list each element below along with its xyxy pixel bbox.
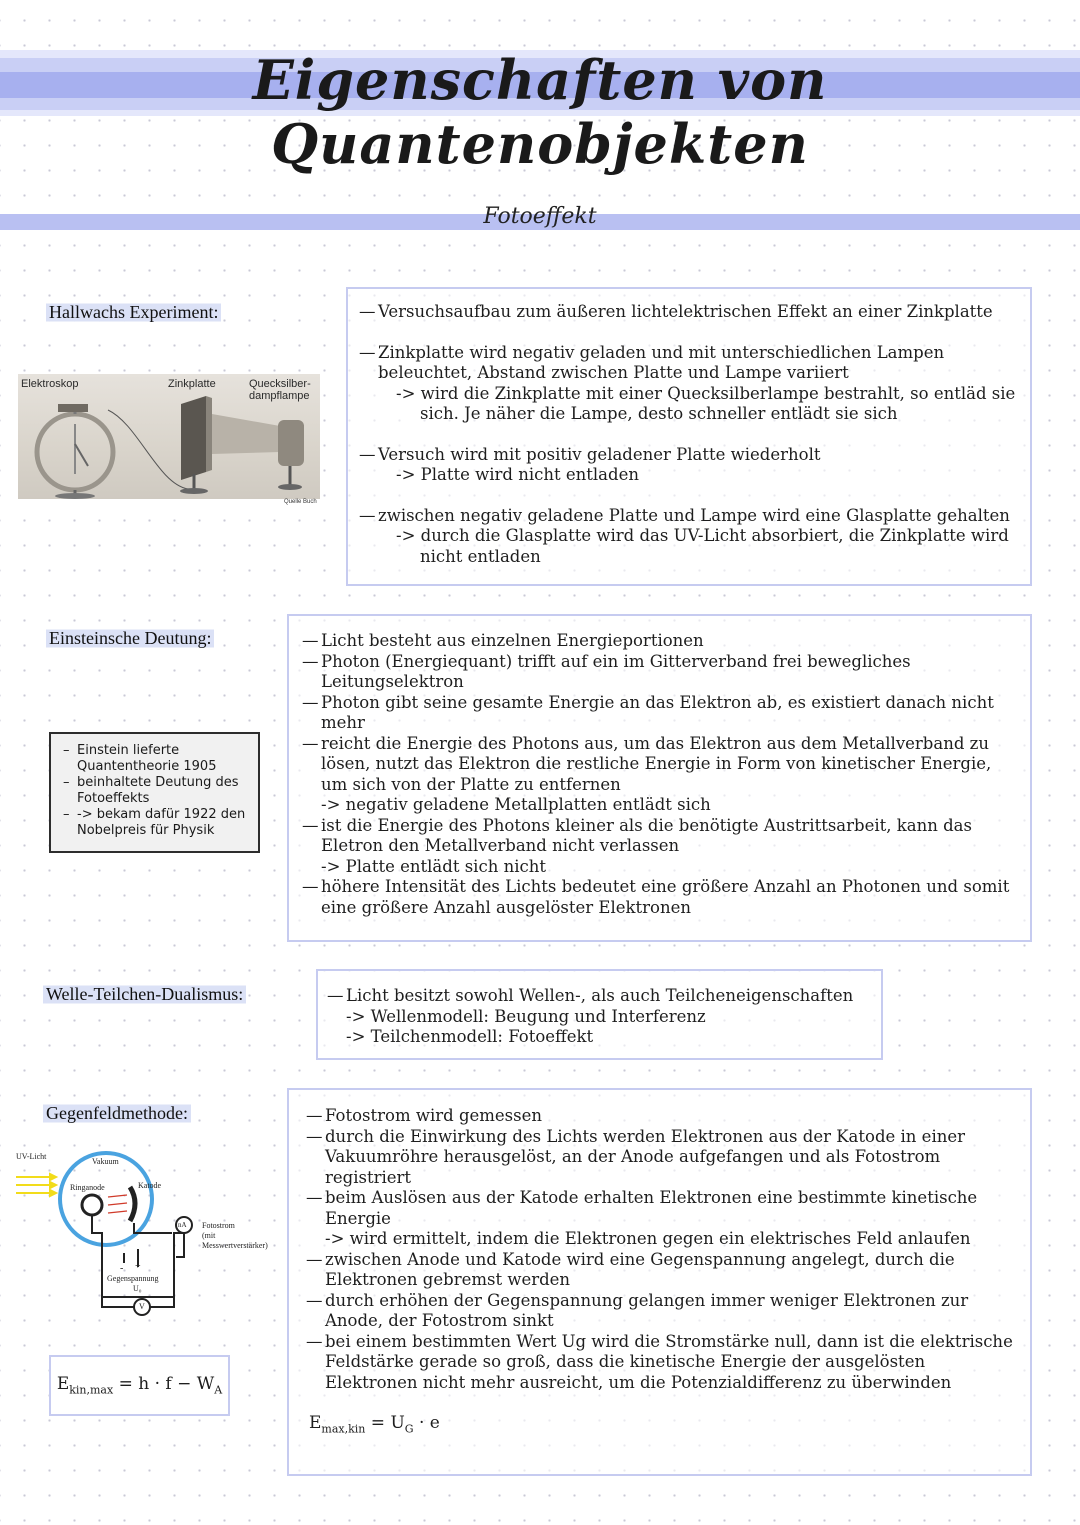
v-label: V bbox=[139, 1302, 145, 1311]
hallwachs-label: Hallwachs Experiment: bbox=[46, 302, 221, 323]
list-item: — Fotostrom wird gemessen bbox=[309, 1106, 1020, 1127]
list-item: — Licht besteht aus einzelnen Energieportionen bbox=[305, 631, 1020, 652]
einstein-label: Einsteinsche Deutung: bbox=[46, 628, 214, 649]
formula-box bbox=[49, 1355, 230, 1416]
list-item: — Licht besitzt sowohl Wellen-, als auch Teilcheneigenschaften -> Wellenmodell: Beugung und Interferenz -> Teilchenmodell: Fotoeffekt bbox=[330, 986, 871, 1048]
fotostrom-label: Fotostrom bbox=[202, 1221, 235, 1230]
ringanode-icon bbox=[82, 1195, 102, 1215]
katode-icon bbox=[130, 1187, 135, 1221]
uv-arrows-icon bbox=[16, 1174, 56, 1196]
gegenspannung-label: Gegenspannung bbox=[107, 1274, 159, 1283]
section-title: Fotoeffekt bbox=[483, 204, 597, 229]
apparatus-drawing bbox=[18, 374, 320, 499]
info-item: – beinhaltete Deutung des Fotoeffekts bbox=[63, 775, 248, 807]
einstein-infobox bbox=[49, 732, 260, 853]
list-item: — Versuch wird mit positiv geladener Platte wiederholt -> Platte wird nicht entladen bbox=[362, 445, 1018, 486]
gegenfeld-diagram bbox=[12, 1145, 292, 1325]
figure-caption-elektroskop: Elektroskop bbox=[21, 378, 79, 390]
uv-label: UV-Licht bbox=[16, 1152, 47, 1161]
formula-kin-max: $E_{kin,max} = h \cdot f - W_A$ bbox=[56, 1374, 223, 1397]
vacuum-tube-icon bbox=[60, 1153, 152, 1245]
list-item: — beim Auslösen aus der Katode erhalten Elektronen eine bestimmte kinetische Energie -> wird ermittelt, indem die Elektronen gegen ein elektrisches Feld anlaufen bbox=[309, 1188, 1020, 1250]
list-item: — durch erhöhen der Gegenspannung gelangen immer weniger Elektronen zur Anode, der Fotostrom sinkt bbox=[309, 1291, 1020, 1332]
info-item: – Einstein lieferte Quantentheorie 1905 bbox=[63, 743, 248, 775]
list-item: — reicht die Energie des Photons aus, um das Elektron aus dem Metallverband zu lösen, nutzt das Elektron die restliche Energie in Form von kinetischer Energie, um sich von der Platte zu entfernen -> negativ geladene Metallplatten entlädt sich bbox=[305, 734, 1020, 816]
list-item: — Zinkplatte wird negativ geladen und mit unterschiedlichen Lampen beleuchtet, Abstand zwischen Platte und Lampe variiert -> wird die Zinkplatte mit einer Quecksilberlampe bestrahlt, so entläd sie sich. Je näher die Lampe, desto schneller entlädt sie sich bbox=[362, 343, 1018, 425]
dualismus-list bbox=[330, 986, 871, 1048]
figure-caption-zinkplatte: Zinkplatte bbox=[168, 378, 216, 390]
mess-label: Messwertverstärker) bbox=[202, 1241, 268, 1250]
list-item: — Versuchsaufbau zum äußeren lichtelektrischen Effekt an einer Zinkplatte bbox=[362, 302, 1018, 323]
katode-label: Katode bbox=[138, 1181, 162, 1190]
gegenfeld-box bbox=[287, 1088, 1032, 1476]
figure-caption-lampe: Quecksilber- dampflampe bbox=[249, 378, 311, 402]
dualismus-box bbox=[316, 969, 883, 1060]
hallwachs-box bbox=[346, 287, 1032, 586]
page-title: Eigenschaften von Quantenobjekten bbox=[252, 48, 828, 176]
list-item: — zwischen Anode und Katode wird eine Gegenspannung angelegt, durch die Elektronen gebremst werden bbox=[309, 1250, 1020, 1291]
lampe-icon bbox=[212, 414, 304, 490]
elektroskop-icon bbox=[37, 404, 113, 499]
info-item: – -> bekam dafür 1922 den Nobelpreis für Physik bbox=[63, 807, 248, 839]
einstein-box bbox=[287, 614, 1032, 942]
plus-label: + bbox=[135, 1261, 141, 1272]
circuit-drawing bbox=[12, 1145, 292, 1325]
hallwachs-figure bbox=[18, 374, 320, 499]
dualismus-label: Welle-Teilchen-Dualismus: bbox=[43, 984, 246, 1005]
mit-label: (mit bbox=[202, 1231, 216, 1240]
gegenfeld-label: Gegenfeldmethode: bbox=[43, 1103, 191, 1124]
formula-ug: $E_{max,kin} = U_G \cdot e$ bbox=[309, 1413, 440, 1436]
list-item: — durch die Einwirkung des Lichts werden Elektronen aus der Katode in einer Vakuumröhre herausgelöst, an der Anode aufgefangen und als Fotostrom registriert bbox=[309, 1127, 1020, 1189]
list-item: — bei einem bestimmten Wert Ug wird die Stromstärke null, dann ist die elektrische Feldstärke gerade so groß, dass die kinetische Energie der ausgelösten Elektronen nicht mehr ausreicht, um die Potenzialdifferenz zu überwinden bbox=[309, 1332, 1020, 1394]
list-item: — Photon (Energiequant) trifft auf ein im Gitterverband frei bewegliches Leitungselektron bbox=[305, 652, 1020, 693]
vakuum-label: Vakuum bbox=[92, 1157, 119, 1166]
na-label: nA bbox=[178, 1221, 187, 1229]
zinkplatte-icon bbox=[180, 396, 212, 494]
einstein-list bbox=[305, 631, 1020, 918]
list-item: — höhere Intensität des Lichts bedeutet eine größere Anzahl an Photonen und somit eine größere Anzahl ausgelöster Elektronen bbox=[305, 877, 1020, 918]
figure-source: Quelle Buch bbox=[284, 499, 317, 505]
ringanode-label: Ringanode bbox=[70, 1183, 105, 1192]
list-item: — zwischen negativ geladene Platte und Lampe wird eine Glasplatte gehalten -> durch die Glasplatte wird das UV-Licht absorbiert, die Zinkplatte wird nicht entladen bbox=[362, 506, 1018, 568]
minus-label: - bbox=[120, 1263, 124, 1274]
list-item: — ist die Energie des Photons kleiner als die benötigte Austrittsarbeit, kann das Eletron den Metallverband nicht verlassen -> Platte entlädt sich nicht bbox=[305, 816, 1020, 878]
hallwachs-list bbox=[362, 302, 1018, 567]
gegenfeld-list bbox=[309, 1106, 1020, 1393]
u0-label: U₀ bbox=[133, 1284, 142, 1293]
list-item: — Photon gibt seine gesamte Energie an das Elektron ab, es existiert danach nicht mehr bbox=[305, 693, 1020, 734]
